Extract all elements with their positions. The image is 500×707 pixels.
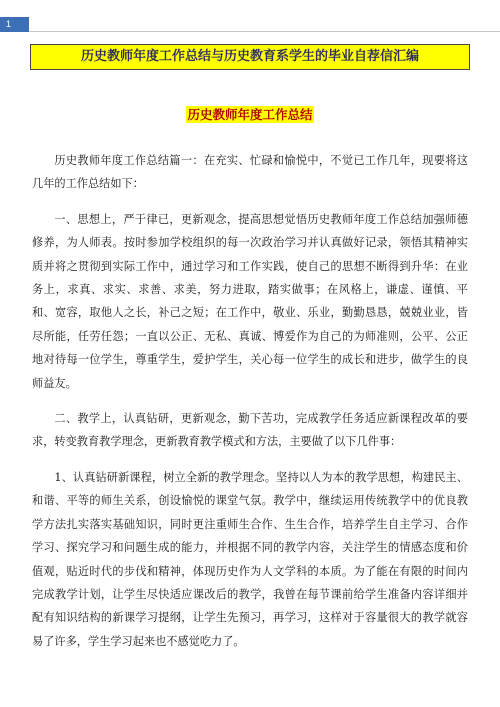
paragraph-teaching: 二、教学上，认真钻研，更新观念，勤下苦功，完成教学任务适应新课程改革的要求，转变教育教学理念，更新教育教学模式和方法，主要做了以下几件事： xyxy=(32,412,468,449)
paragraph-curriculum: 1、认真钻研新课程，树立全新的教学理念。坚持以人为本的教学思想，构建民主、和谐、平等的师生关系，创设愉悦的课堂气氛。教学中，继续运用传统教学中的优良教学方法扎实落实基础知识，同时更注重师生合作、生生合作，培养学生自主学习、合作学习、探究学习和问题生成的能力，并根据不同的教学内容，关注学生的情感态度和价值观，贴近时代的步伐和精神，体现历史作为人文学科的本质。为了能在有限的时间内完成教学计划，让学生尽快适应课改后的教学，我曾在每节课前给学生准备内容详细并配有知识结构的新课学习提纲，让学生先预习，再学习，这样对于容量很大的教学就容易了许多，学生学习起来也不感觉吃力了。 xyxy=(32,470,468,648)
document-title: 历史教师年度工作总结与历史教育系学生的毕业自荐信汇编 xyxy=(30,44,470,70)
document-body xyxy=(32,149,468,665)
paragraph-intro: 历史教师年度工作总结篇一：在充实、忙碌和愉悦中，不觉已工作几年，现要将这几年的工作总结如下： xyxy=(32,154,468,191)
section-title xyxy=(0,104,500,123)
section-title-text: 历史教师年度工作总结 xyxy=(187,107,313,122)
paragraph-ideology: 一、思想上，严于律已，更新观念，提高思想觉悟历史教师年度工作总结加强师德修养，为人师表。按时参加学校组织的每一次政治学习并认真做好记录，领悟其精神实质并将之贯彻到实际工作中，通过学习和工作实践，使自己的思想不断得到升华：在业务上，求真、求实、求善、求美，努力进取，踏实做事；在风格上，谦虚、谨慎、平和、宽容，取他人之长，补己之短；在工作中，敬业、乐业，勤勤恳恳，兢兢业业，皆尽所能，任劳任怨；一直以公正、无私、真诚、博爱作为自己的为师准则，公平、公正地对待每一位学生，尊重学生，爱护学生，关心每一位学生的成长和进步，做学生的良师益友。 xyxy=(32,212,468,390)
page-number-badge: 1 xyxy=(0,17,29,32)
header-divider xyxy=(29,31,500,32)
